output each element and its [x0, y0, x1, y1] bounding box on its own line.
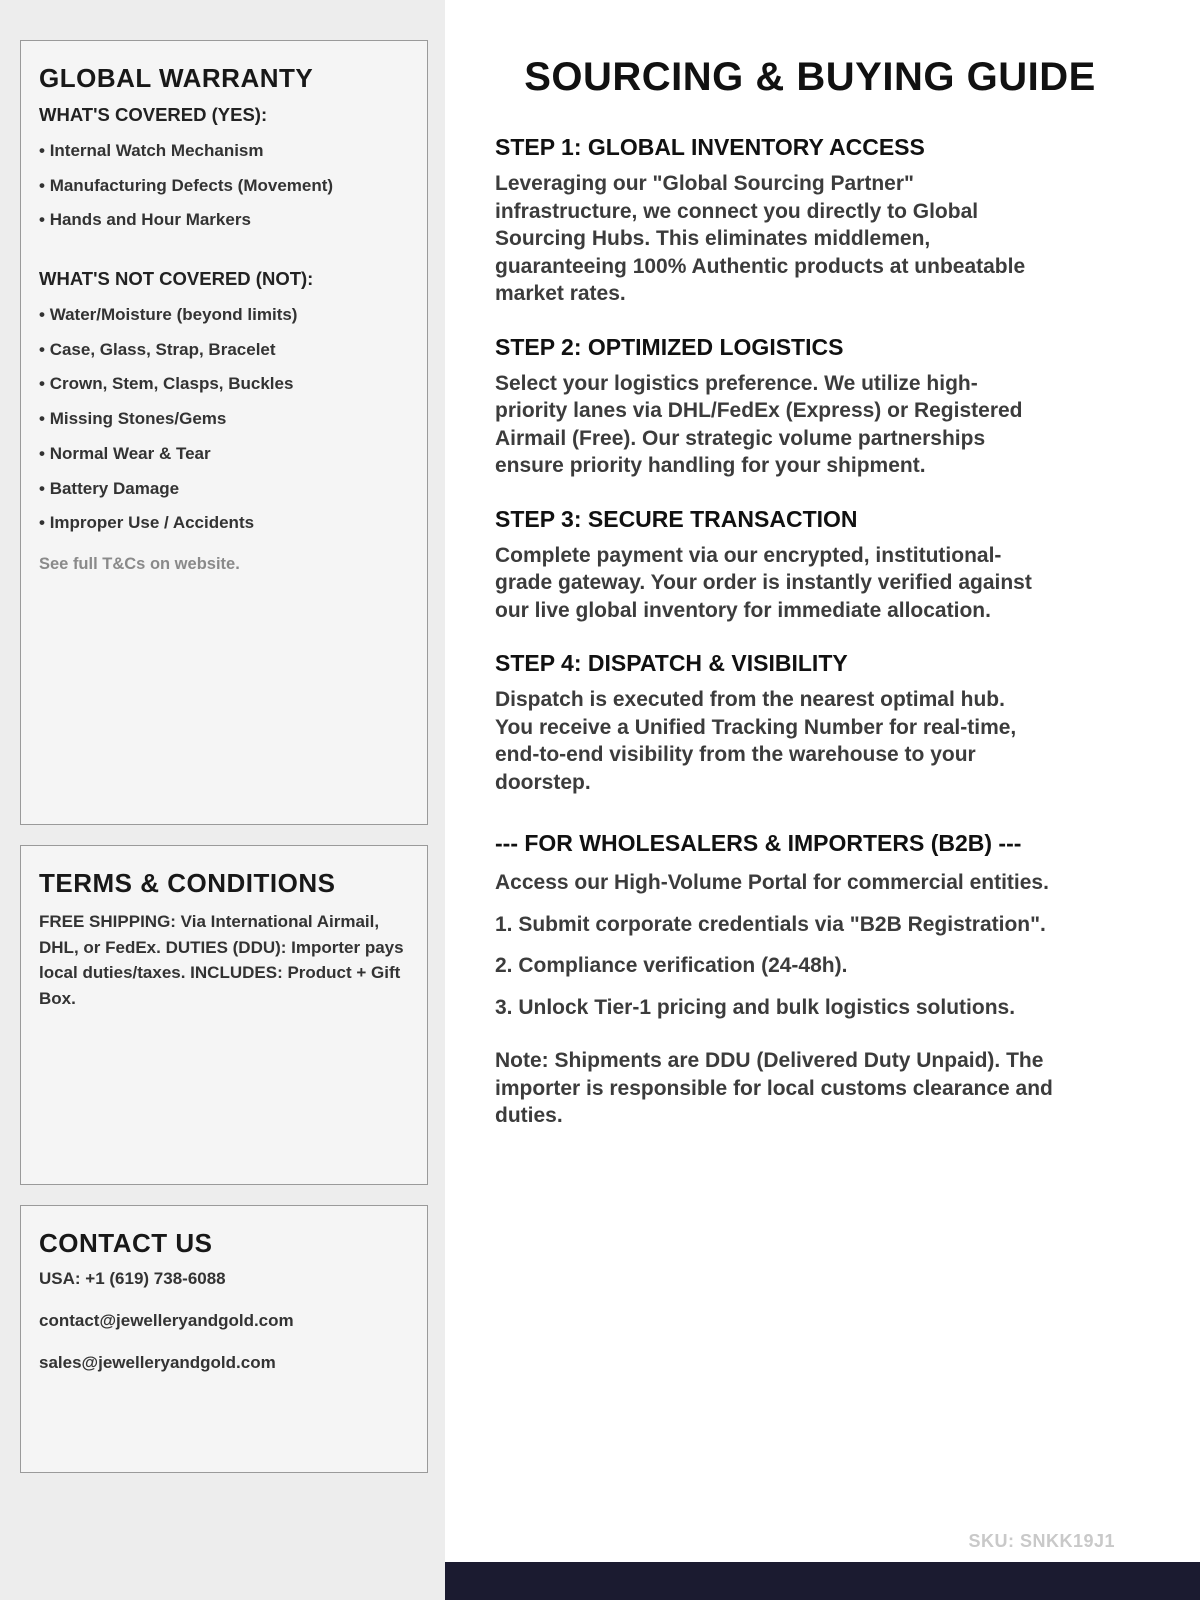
contact-panel: [20, 1205, 428, 1473]
main-content: [445, 0, 1200, 1600]
list-item: • Missing Stones/Gems: [39, 410, 409, 429]
list-item: • Internal Watch Mechanism: [39, 142, 409, 161]
warranty-title: GLOBAL WARRANTY: [39, 63, 314, 93]
step-4-body: Dispatch is executed from the nearest optimal hub. You receive a Unified Tracking Number for real-time, end-to-end visibility from the warehouse to your doorstep.: [495, 688, 1017, 794]
warranty-covered-list: [39, 142, 409, 230]
sidebar: [0, 0, 445, 1600]
b2b-step-2: 2. Compliance verification (24-48h).: [495, 954, 848, 977]
warranty-footnote: See full T&Cs on website.: [39, 554, 240, 573]
list-item: • Crown, Stem, Clasps, Buckles: [39, 375, 409, 394]
b2b-step-1: 1. Submit corporate credentials via "B2B Registration".: [495, 912, 1046, 936]
warranty-not-covered-list: [39, 306, 409, 533]
terms-body: FREE SHIPPING: Via International Airmail, DHL, or FedEx. DUTIES (DDU): Importer pays local duties/taxes. INCLUDES: Product + Gift Box.: [39, 912, 404, 1008]
step-2-section: [495, 334, 1125, 480]
list-item: • Battery Damage: [39, 480, 409, 499]
step-3-body: Complete payment via our encrypted, institutional-grade gateway. Your order is instantly verified against our live global inventory for immediate allocation.: [495, 543, 1032, 622]
step-1-section: [495, 134, 1125, 308]
terms-panel: [20, 845, 428, 1185]
b2b-step-3: 3. Unlock Tier-1 pricing and bulk logistics solutions.: [495, 995, 1016, 1019]
sku-label: SKU: SNKK19J1: [968, 1531, 1115, 1551]
step-3-section: [495, 506, 1125, 625]
terms-title: TERMS & CONDITIONS: [39, 868, 336, 898]
b2b-note: Note: Shipments are DDU (Delivered Duty Unpaid). The importer is responsible for local customs clearance and duties.: [495, 1049, 1053, 1127]
list-item: • Case, Glass, Strap, Bracelet: [39, 341, 409, 360]
list-item: • Normal Wear & Tear: [39, 445, 409, 464]
step-4-section: [495, 650, 1125, 796]
b2b-heading: --- FOR WHOLESALERS & IMPORTERS (B2B) ---: [495, 830, 1022, 856]
step-2-heading: STEP 2: OPTIMIZED LOGISTICS: [495, 333, 844, 360]
page-title: SOURCING & BUYING GUIDE: [524, 55, 1096, 99]
step-1-body: Leveraging our "Global Sourcing Partner" infrastructure, we connect you directly to Global Sourcing Hubs. This eliminates middlemen, guaranteeing 100% Authentic products at unbeatable market rates.: [495, 172, 1026, 305]
warranty-covered-heading: WHAT'S COVERED (YES):: [39, 104, 268, 125]
b2b-intro: Access our High-Volume Portal for commercial entities.: [495, 871, 1049, 894]
list-item: • Manufacturing Defects (Movement): [39, 177, 409, 196]
contact-email: contact@jewelleryandgold.com: [39, 1311, 294, 1330]
b2b-section: [495, 830, 1125, 1130]
list-item: • Hands and Hour Markers: [39, 211, 409, 230]
step-2-body: Select your logistics preference. We utilize high-priority lanes via DHL/FedEx (Express) or Registered Airmail (Free). Our strategic volume partnerships ensure priority handling for your shipment.: [495, 371, 1023, 477]
contact-email-sales: sales@jewelleryandgold.com: [39, 1353, 276, 1372]
warranty-panel: [20, 40, 428, 825]
step-1-heading: STEP 1: GLOBAL INVENTORY ACCESS: [495, 134, 925, 160]
list-item: • Water/Moisture (beyond limits): [39, 306, 409, 325]
warranty-not-covered-heading: WHAT'S NOT COVERED (NOT):: [39, 268, 314, 290]
contact-title: CONTACT US: [39, 1228, 213, 1258]
step-4-heading: STEP 4: DISPATCH & VISIBILITY: [495, 650, 848, 676]
step-3-heading: STEP 3: SECURE TRANSACTION: [495, 505, 858, 532]
contact-phone: USA: +1 (619) 738-6088: [39, 1269, 226, 1288]
bottom-bar: [445, 1562, 1200, 1600]
list-item: • Improper Use / Accidents: [39, 514, 409, 533]
